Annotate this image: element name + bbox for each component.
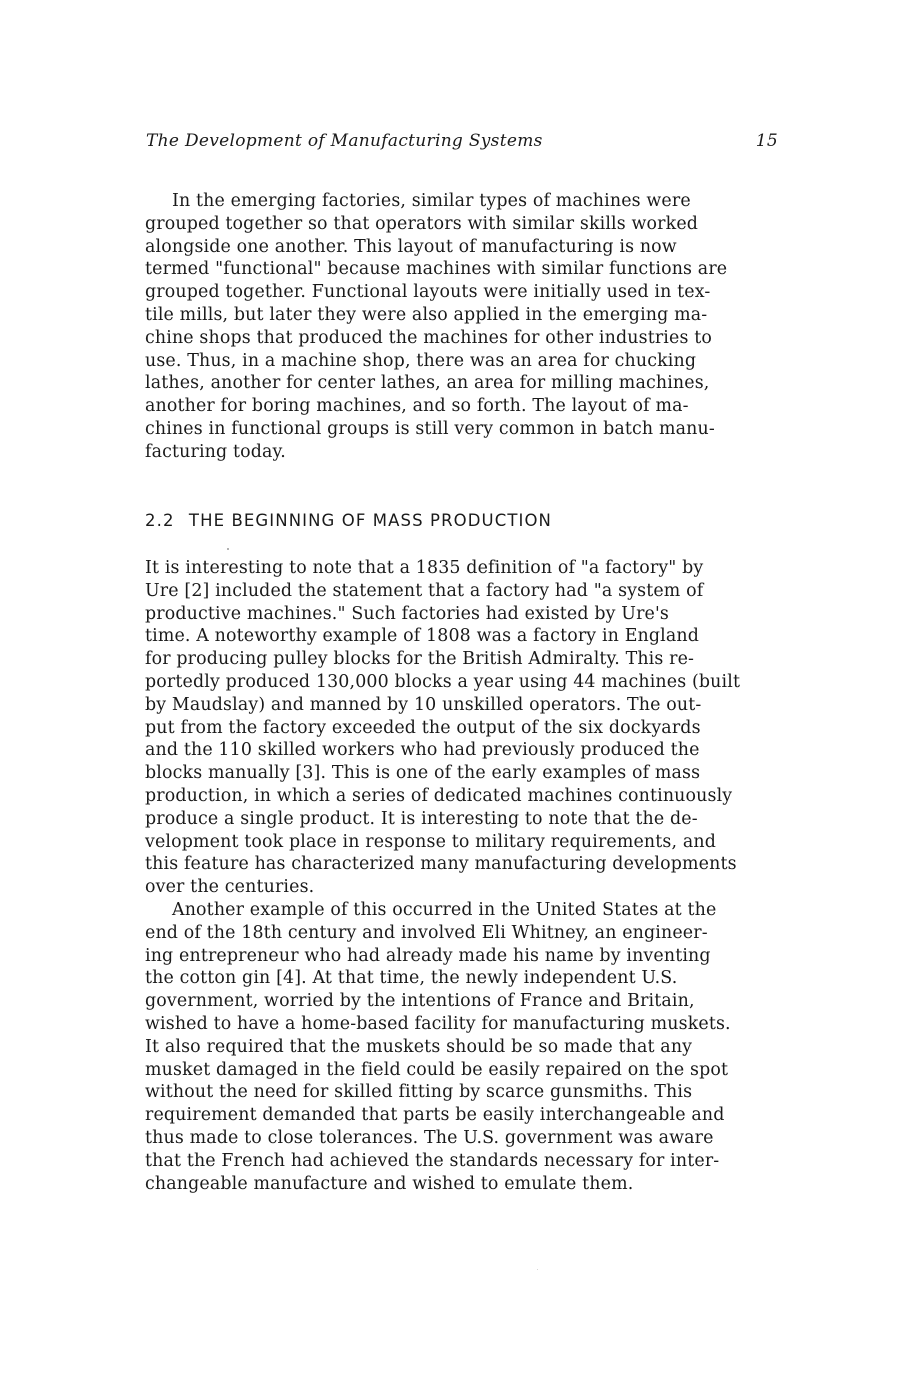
text-line: musket damaged in the field could be easily repaired on the spot	[145, 1059, 729, 1080]
text-line: portedly produced 130,000 blocks a year using 44 machines (built	[145, 671, 741, 692]
text-line: this feature has characterized many manufacturing developments	[145, 854, 737, 875]
section-title: THE BEGINNING OF MASS PRODUCTION	[188, 511, 553, 530]
page-number: 15	[755, 131, 778, 151]
text-line: ing entrepreneur who had already made his name by inventing	[145, 945, 711, 966]
text-line: lathes, another for center lathes, an area for milling machines,	[145, 373, 710, 394]
text-line: thus made to close tolerances. The U.S. government was aware	[145, 1127, 714, 1148]
text-line: by Maudslay) and manned by 10 unskilled operators. The out-	[145, 694, 702, 715]
text-line: productive machines." Such factories had existed by Ure's	[145, 603, 669, 624]
text-line: termed "functional" because machines with similar functions are	[145, 259, 728, 280]
print-speck	[227, 548, 229, 550]
text-line: facturing today.	[145, 441, 286, 462]
text-line: It is interesting to note that a 1835 definition of "a factory" by	[145, 558, 704, 578]
text-line: changeable manufacture and wished to emulate them.	[145, 1173, 634, 1194]
text-line: put from the factory exceeded the output of the six dockyards	[145, 717, 701, 738]
text-line: blocks manually [3]. This is one of the early examples of mass	[145, 763, 701, 784]
running-title: The Development of Manufacturing Systems	[146, 131, 543, 151]
text-line: for producing pulley blocks for the British Admiralty. This re-	[145, 649, 695, 670]
text-line: and the 110 skilled workers who had previously produced the	[145, 740, 700, 761]
text-line: chines in functional groups is still very common in batch manu-	[145, 418, 715, 439]
text-line: over the centuries.	[145, 877, 315, 898]
section-body	[145, 557, 785, 1195]
text-line: alongside one another. This layout of manufacturing is now	[145, 236, 677, 257]
section-heading	[145, 511, 552, 530]
running-head	[146, 131, 778, 155]
text-line: It also required that the muskets should be so made that any	[145, 1036, 693, 1057]
section-number: 2.2	[145, 511, 175, 530]
text-line: In the emerging factories, similar types of machines were	[172, 191, 691, 211]
text-line: chine shops that produced the machines for other industries to	[145, 327, 712, 348]
text-line: use. Thus, in a machine shop, there was an area for chucking	[145, 350, 697, 371]
text-line: velopment took place in response to military requirements, and	[145, 831, 717, 852]
paragraph-eli-whitney	[145, 899, 785, 1195]
text-line: another for boring machines, and so forth. The layout of ma-	[145, 396, 689, 417]
text-line: end of the 18th century and involved Eli Whitney, an engineer-	[145, 922, 708, 943]
text-line: that the French had achieved the standards necessary for inter-	[145, 1150, 720, 1171]
text-line: Another example of this occurred in the United States at the	[172, 899, 717, 920]
text-line: produce a single product. It is interesting to note that the de-	[145, 808, 698, 829]
text-line: government, worried by the intentions of France and Britain,	[145, 991, 695, 1012]
text-line: production, in which a series of dedicated machines continuously	[145, 785, 733, 806]
text-line: requirement demanded that parts be easily interchangeable and	[145, 1105, 725, 1126]
text-line: wished to have a home-based facility for manufacturing muskets.	[145, 1013, 731, 1034]
text-line: time. A noteworthy example of 1808 was a factory in England	[145, 626, 700, 647]
paragraph-functional-layout	[145, 190, 785, 464]
text-line: the cotton gin [4]. At that time, the newly independent U.S.	[145, 968, 678, 989]
text-line: Ure [2] included the statement that a factory had "a system of	[145, 580, 704, 601]
text-line: without the need for skilled fitting by scarce gunsmiths. This	[145, 1082, 693, 1103]
paragraph-pulley-blocks	[145, 557, 785, 899]
text-line: tile mills, but later they were also applied in the emerging ma-	[145, 304, 708, 325]
text-line: grouped together so that operators with similar skills worked	[145, 213, 699, 234]
text-line: grouped together. Functional layouts were initially used in tex-	[145, 282, 711, 303]
print-speck	[537, 1269, 538, 1270]
